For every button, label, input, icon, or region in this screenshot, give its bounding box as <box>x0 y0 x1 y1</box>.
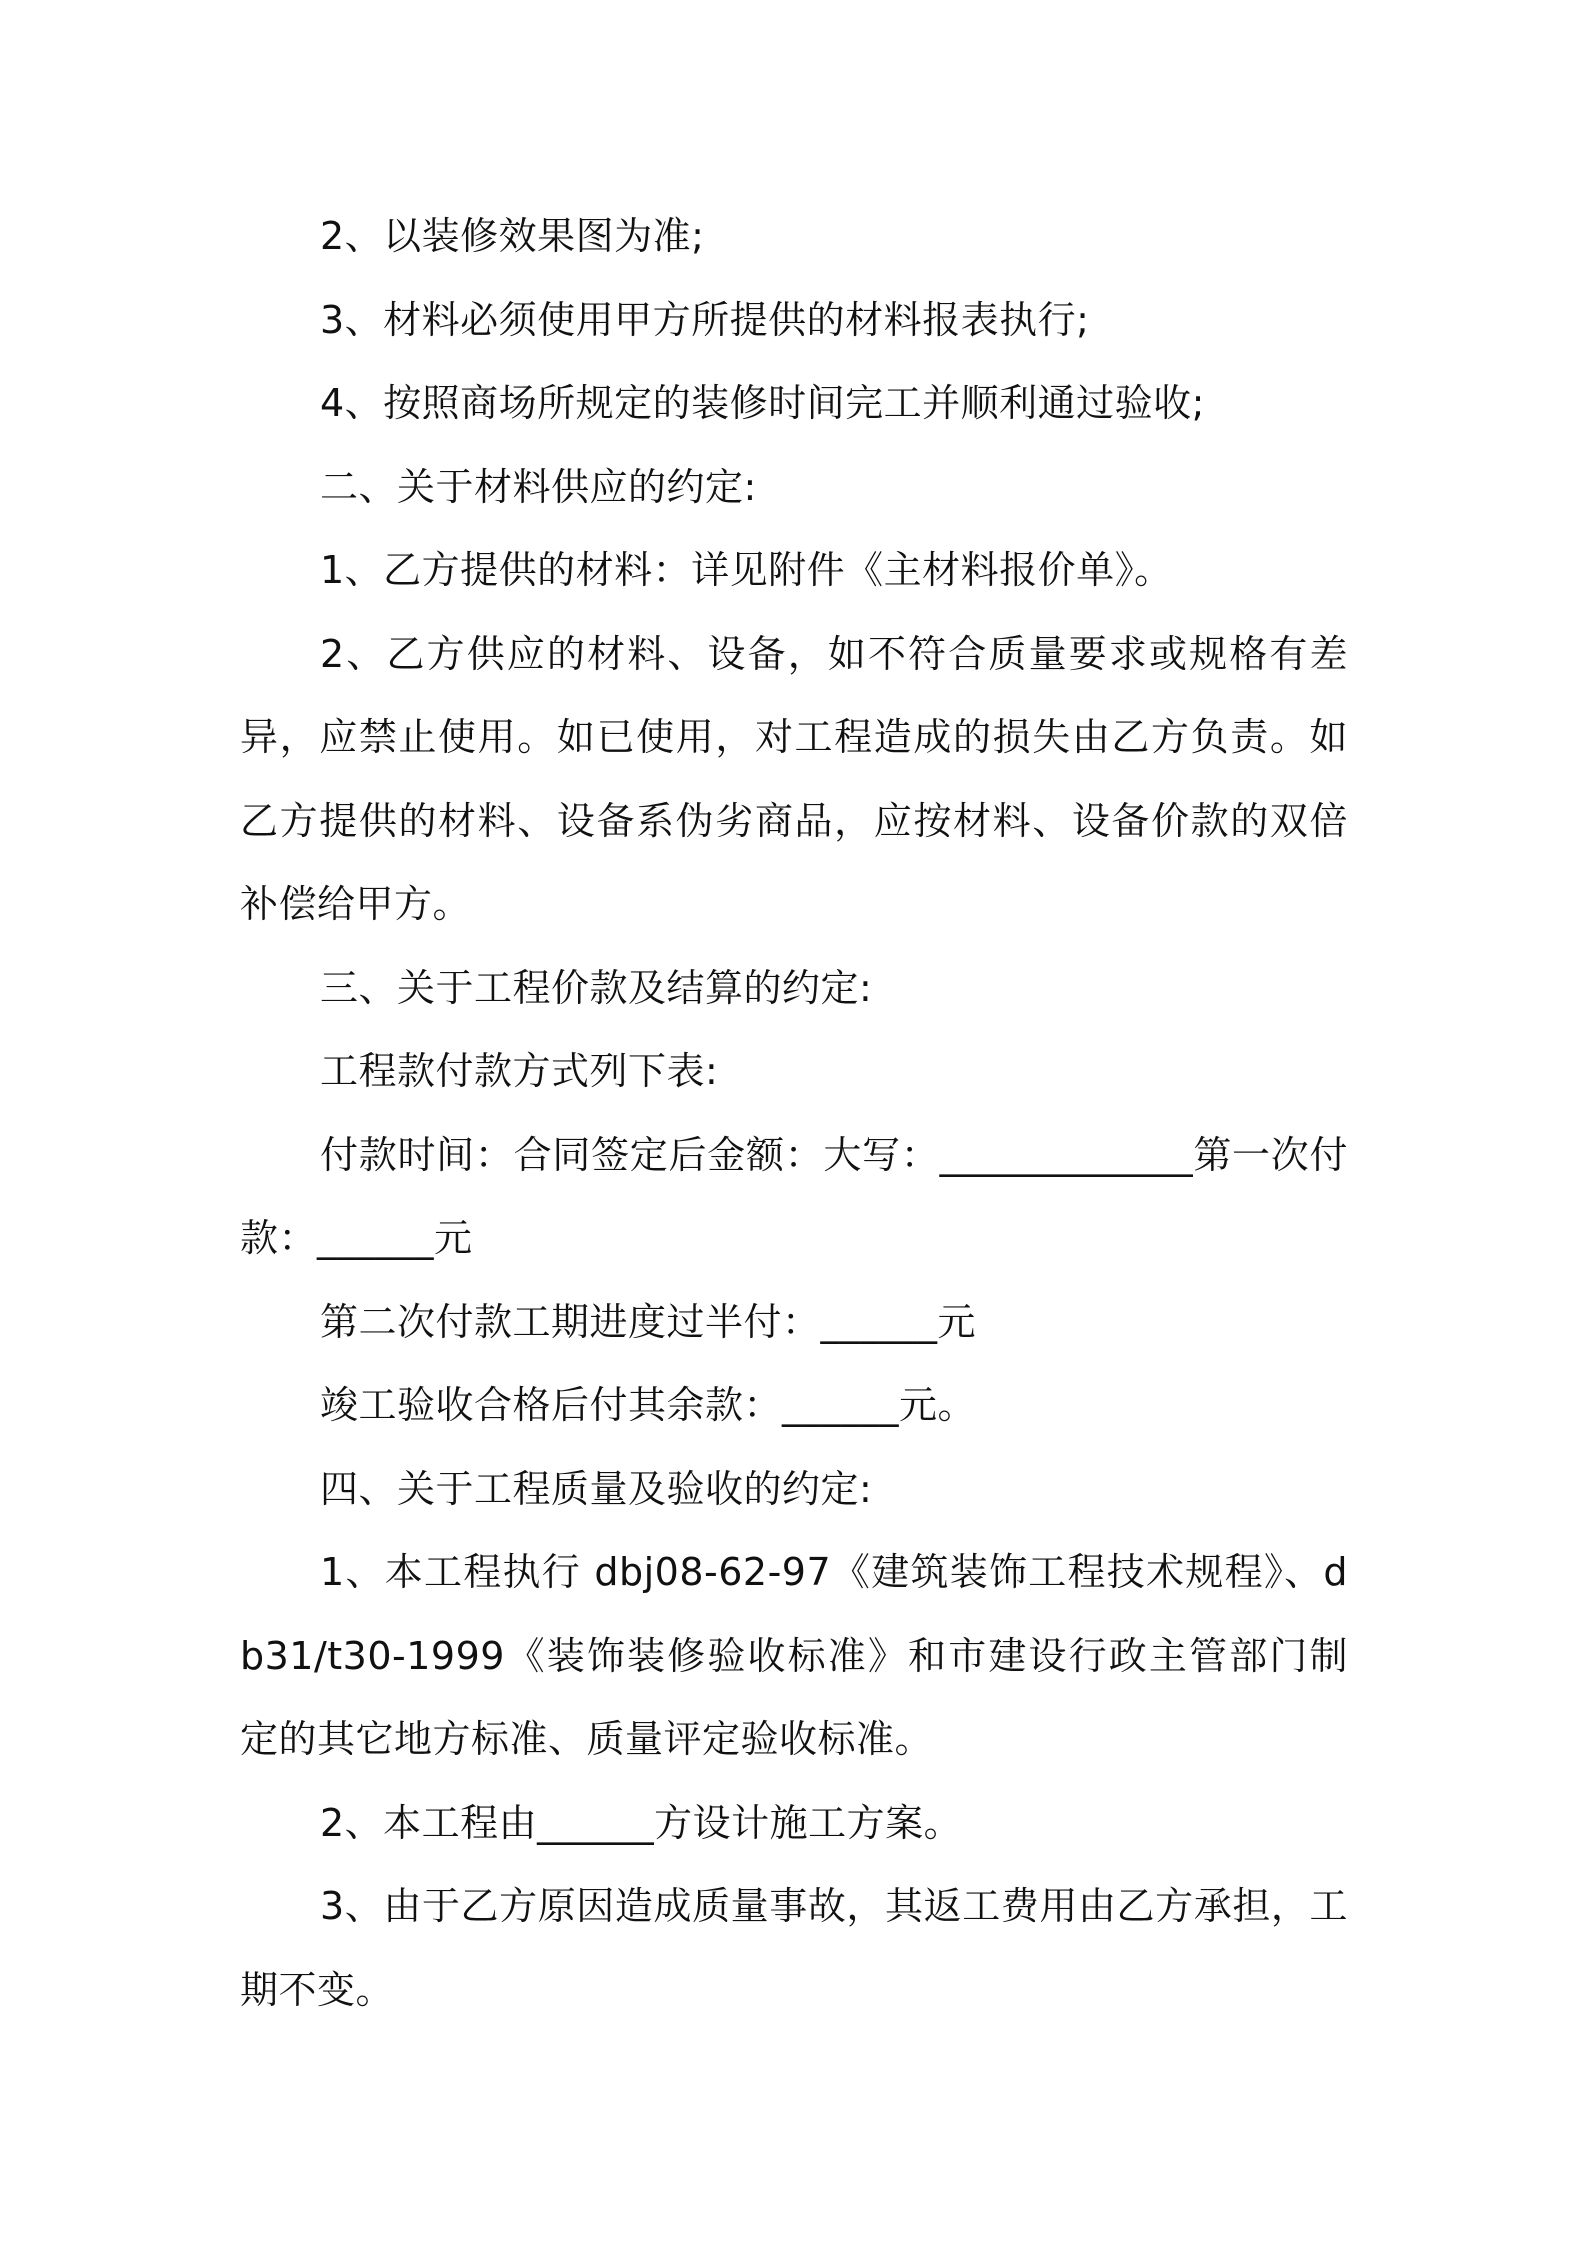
section-3-heading-price-settlement: 三、关于工程价款及结算的约定: <box>320 965 873 1010</box>
payment-first-installment: 付款时间：合同签定后金额：大写：_____________第一次付款：______元 <box>240 1132 1348 1260</box>
material-clause-1: 1、乙方提供的材料：详见附件《主材料报价单》。 <box>320 548 1173 592</box>
section-2-heading-material-supply: 二、关于材料供应的约定: <box>320 464 757 509</box>
quality-clause-3: 3、由于乙方原因造成质量事故，其返工费用由乙方承担，工期不变。 <box>240 1884 1348 2012</box>
clause-2-design-rendering: 2、以装修效果图为准; <box>320 214 705 258</box>
quality-clause-2: 2、本工程由______方设计施工方案。 <box>320 1800 963 1845</box>
quality-clause-1: 1、本工程执行 dbj08-62-97《建筑装饰工程技术规程》、db31/t30-1999《装饰装修验收标准》和市建设行政主管部门制定的其它地方标准、质量评定验收标准。 <box>240 1550 1348 1761</box>
clause-4-completion-acceptance: 4、按照商场所规定的装修时间完工并顺利通过验收; <box>320 381 1205 425</box>
payment-final-installment: 竣工验收合格后付其余款：______元。 <box>320 1383 977 1427</box>
payment-second-installment: 第二次付款工期进度过半付：______元 <box>320 1299 977 1344</box>
clause-3-material-list: 3、材料必须使用甲方所提供的材料报表执行; <box>320 297 1090 342</box>
payment-method-intro: 工程款付款方式列下表: <box>320 1049 719 1093</box>
section-4-heading-quality-acceptance: 四、关于工程质量及验收的约定: <box>320 1466 873 1511</box>
material-clause-2: 2、乙方供应的材料、设备，如不符合质量要求或规格有差异，应禁止使用。如已使用，对工程造成的损失由乙方负责。如乙方提供的材料、设备系伪劣商品，应按材料、设备价款的双倍补偿给甲方。 <box>240 631 1348 926</box>
document-body <box>240 195 1348 2032</box>
